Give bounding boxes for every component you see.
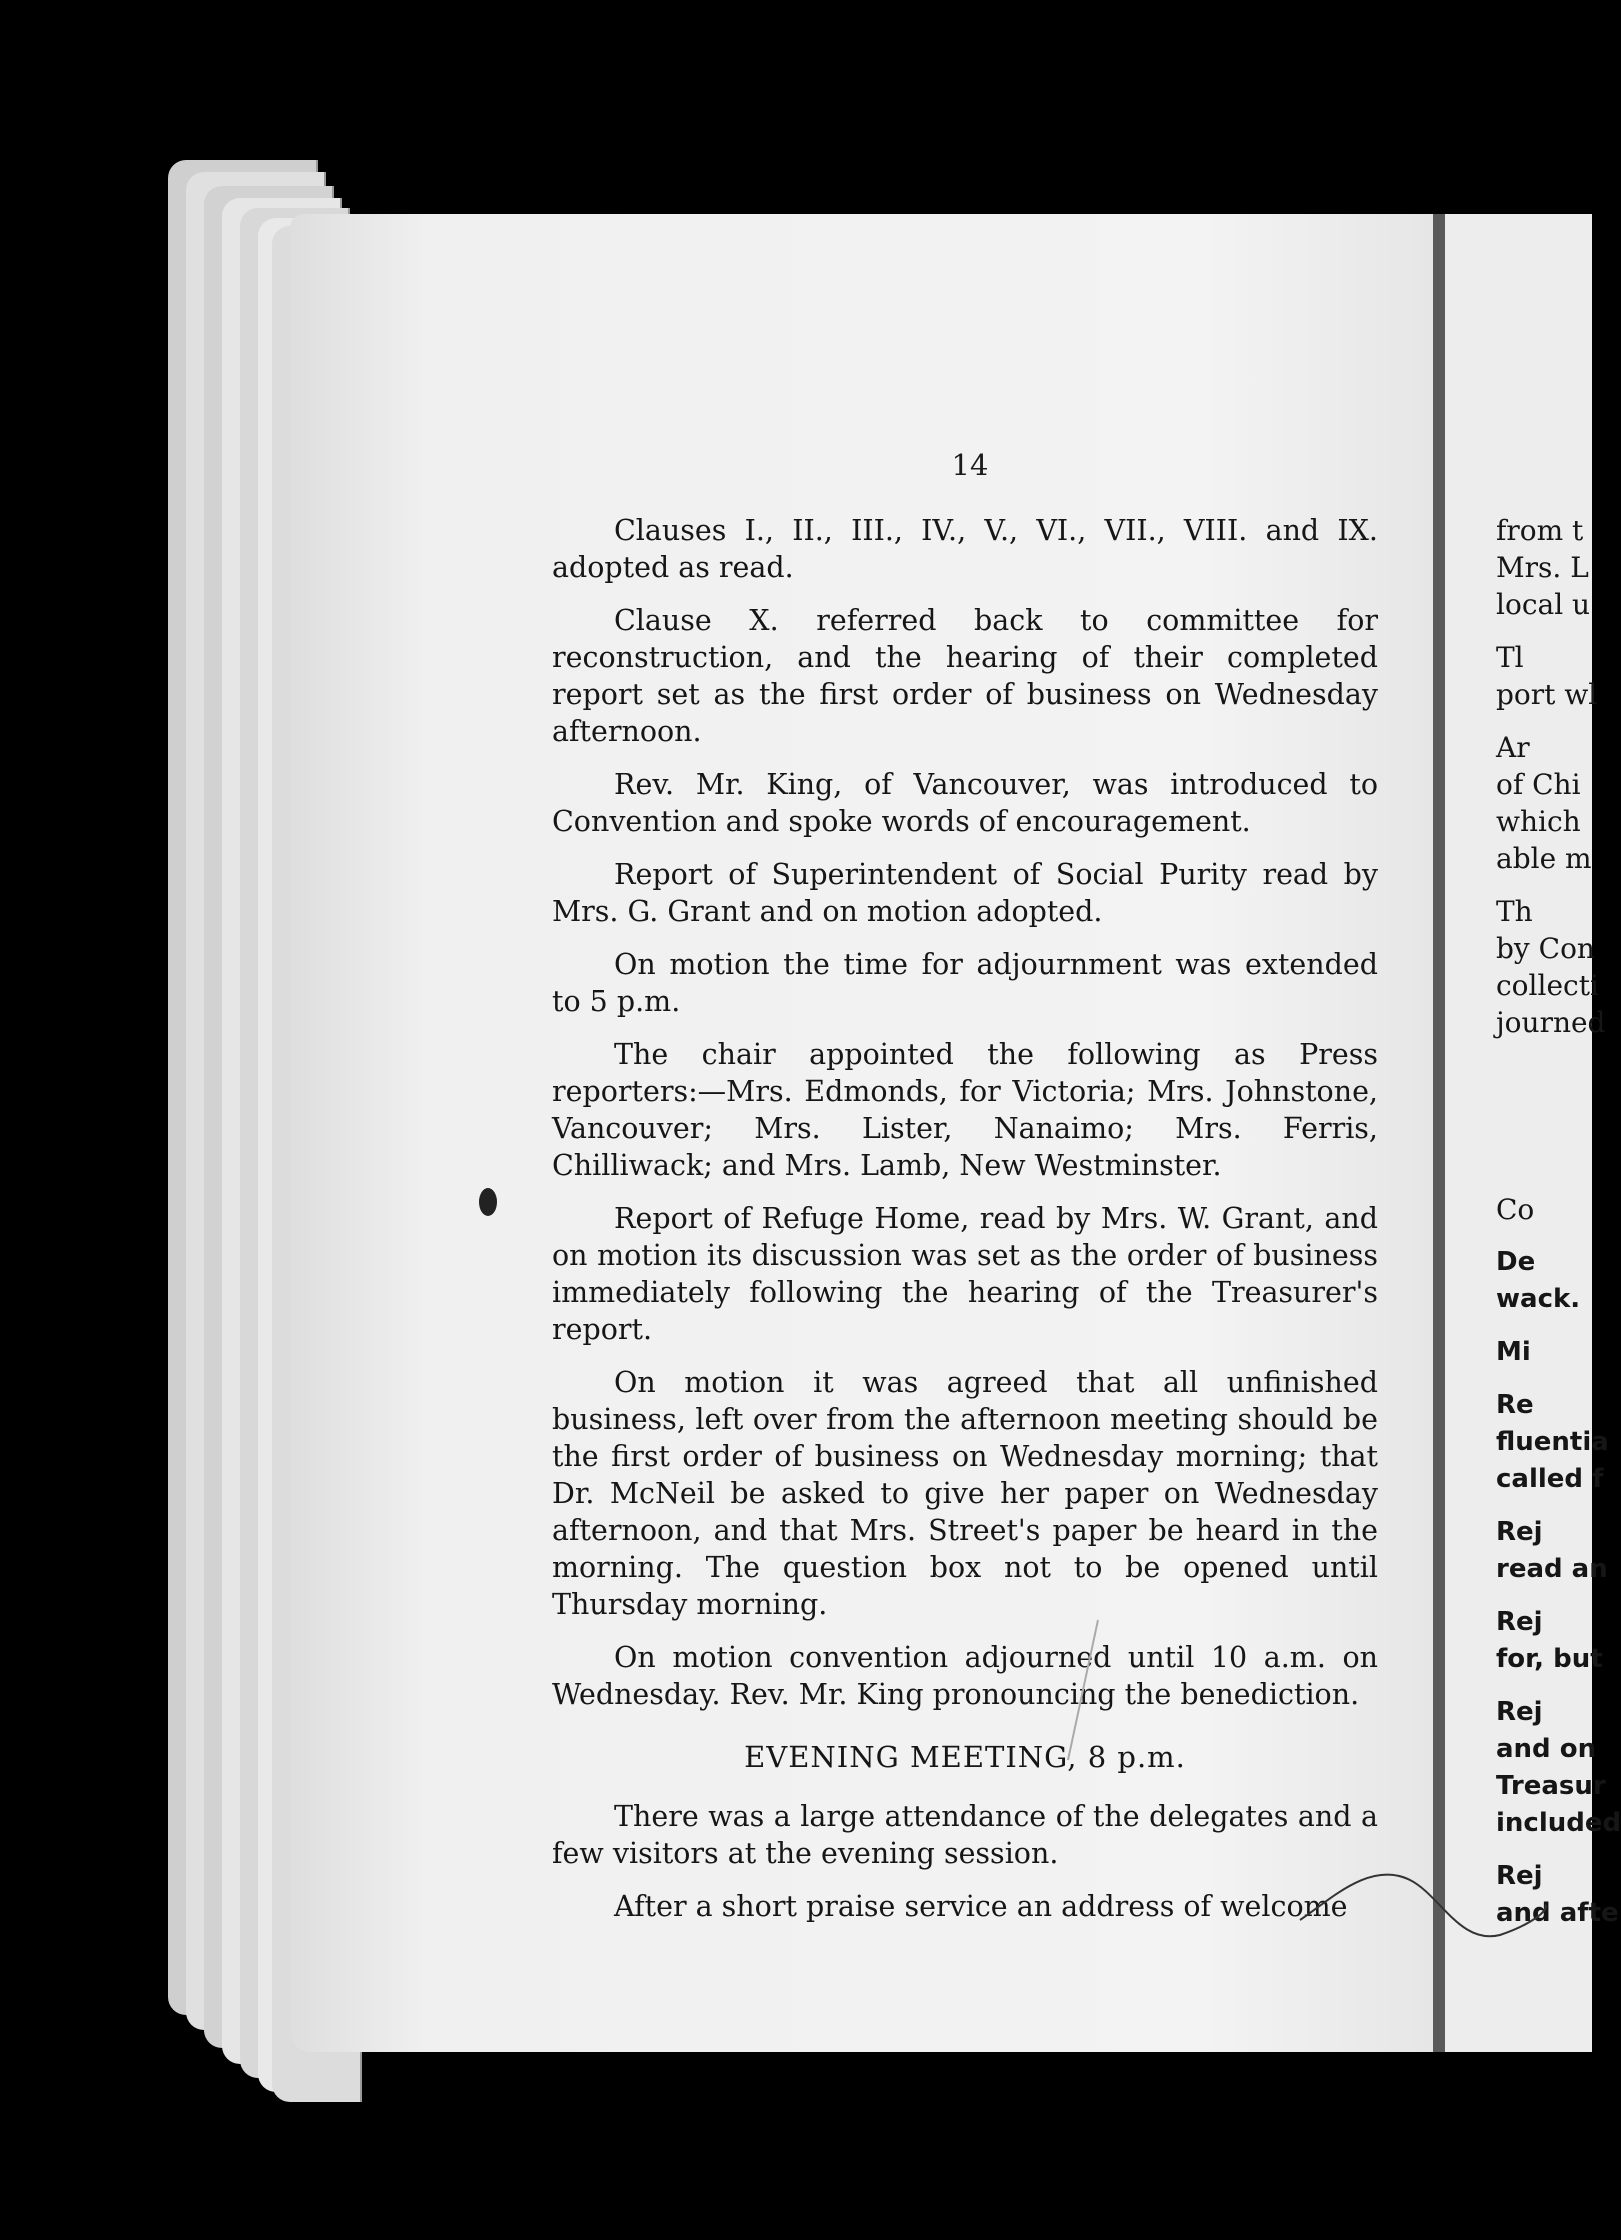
- facing-line: Mi: [1496, 1337, 1531, 1367]
- ink-blot: [479, 1188, 497, 1216]
- facing-line: Treasur: [1496, 1771, 1606, 1801]
- facing-line: by Con: [1496, 932, 1595, 965]
- facing-line: called f: [1496, 1464, 1604, 1494]
- facing-line: Rej: [1496, 1697, 1543, 1727]
- facing-line: Rej: [1496, 1607, 1543, 1637]
- pencil-stroke: [1068, 1620, 1098, 1760]
- facing-line: of Chi: [1496, 768, 1581, 801]
- paragraph: Clause X. referred back to committee for reconstruction, and the hearing of their completed report set as the first order of business on Wednesday afternoon.: [552, 604, 1378, 748]
- paragraph: On motion convention adjourned until 10 a.m. on Wednesday. Rev. Mr. King pronouncing the benediction.: [552, 1641, 1378, 1711]
- facing-line: Mrs. L: [1496, 551, 1589, 584]
- facing-line: read an: [1496, 1554, 1608, 1584]
- facing-line: Rej: [1496, 1517, 1543, 1547]
- facing-line: included: [1496, 1808, 1621, 1838]
- facing-line: Co: [1496, 1193, 1535, 1226]
- facing-line: port wl: [1496, 678, 1598, 711]
- facing-line: journed: [1496, 1006, 1606, 1039]
- section-heading: EVENING MEETING, 8 p.m.: [744, 1740, 1186, 1774]
- facing-line: collecti: [1496, 969, 1599, 1002]
- paragraph: The chair appointed the following as Press reporters:—Mrs. Edmonds, for Victoria; Mrs. Johnstone, Vancouver; Mrs. Lister, Nanaimo; Mrs. Ferris, Chilliwack; and Mrs. Lamb, New Westminster.: [552, 1038, 1378, 1182]
- facing-line: Ar: [1496, 731, 1530, 764]
- facing-line: and on: [1496, 1734, 1597, 1764]
- paragraph: There was a large attendance of the delegates and a few visitors at the evening session.: [552, 1800, 1378, 1870]
- facing-line: De: [1496, 1247, 1536, 1277]
- paragraph: On motion it was agreed that all unfinished business, left over from the afternoon meeting should be the first order of business on Wednesday morning; that Dr. McNeil be asked to give her paper on Wednesday afternoon, and that Mrs. Street's paper be heard in the morning. The question box not to be opened until Thursday morning.: [552, 1366, 1378, 1621]
- paragraph: Report of Refuge Home, read by Mrs. W. Grant, and on motion its discussion was set as the order of business immediately following the hearing of the Treasurer's report.: [552, 1202, 1378, 1346]
- facing-line: Tl: [1496, 641, 1524, 674]
- facing-line: fluentia: [1496, 1427, 1609, 1457]
- paragraph: Report of Superintendent of Social Purity read by Mrs. G. Grant and on motion adopted.: [552, 858, 1378, 928]
- paragraph: On motion the time for adjournment was extended to 5 p.m.: [552, 948, 1378, 1018]
- paragraph: After a short praise service an address of welcome: [614, 1890, 1348, 1923]
- facing-line: which: [1496, 805, 1581, 838]
- page-number: 14: [951, 448, 989, 482]
- facing-line: local u: [1496, 588, 1591, 621]
- facing-line: wack.: [1496, 1284, 1581, 1314]
- paragraph: Clauses I., II., III., IV., V., VI., VII., VIII. and IX. adopted as read.: [552, 514, 1378, 584]
- paragraph: Rev. Mr. King, of Vancouver, was introduced to Convention and spoke words of encouragement.: [552, 768, 1378, 838]
- facing-line: Th: [1496, 895, 1533, 928]
- facing-line: from t: [1496, 514, 1584, 547]
- facing-line: able m: [1496, 842, 1592, 875]
- facing-line: and afte: [1496, 1898, 1619, 1928]
- facing-line: Re: [1496, 1390, 1534, 1420]
- pencil-squiggle: [1300, 1875, 1546, 1937]
- facing-line: for, but: [1496, 1644, 1603, 1674]
- facing-line: Rej: [1496, 1861, 1543, 1891]
